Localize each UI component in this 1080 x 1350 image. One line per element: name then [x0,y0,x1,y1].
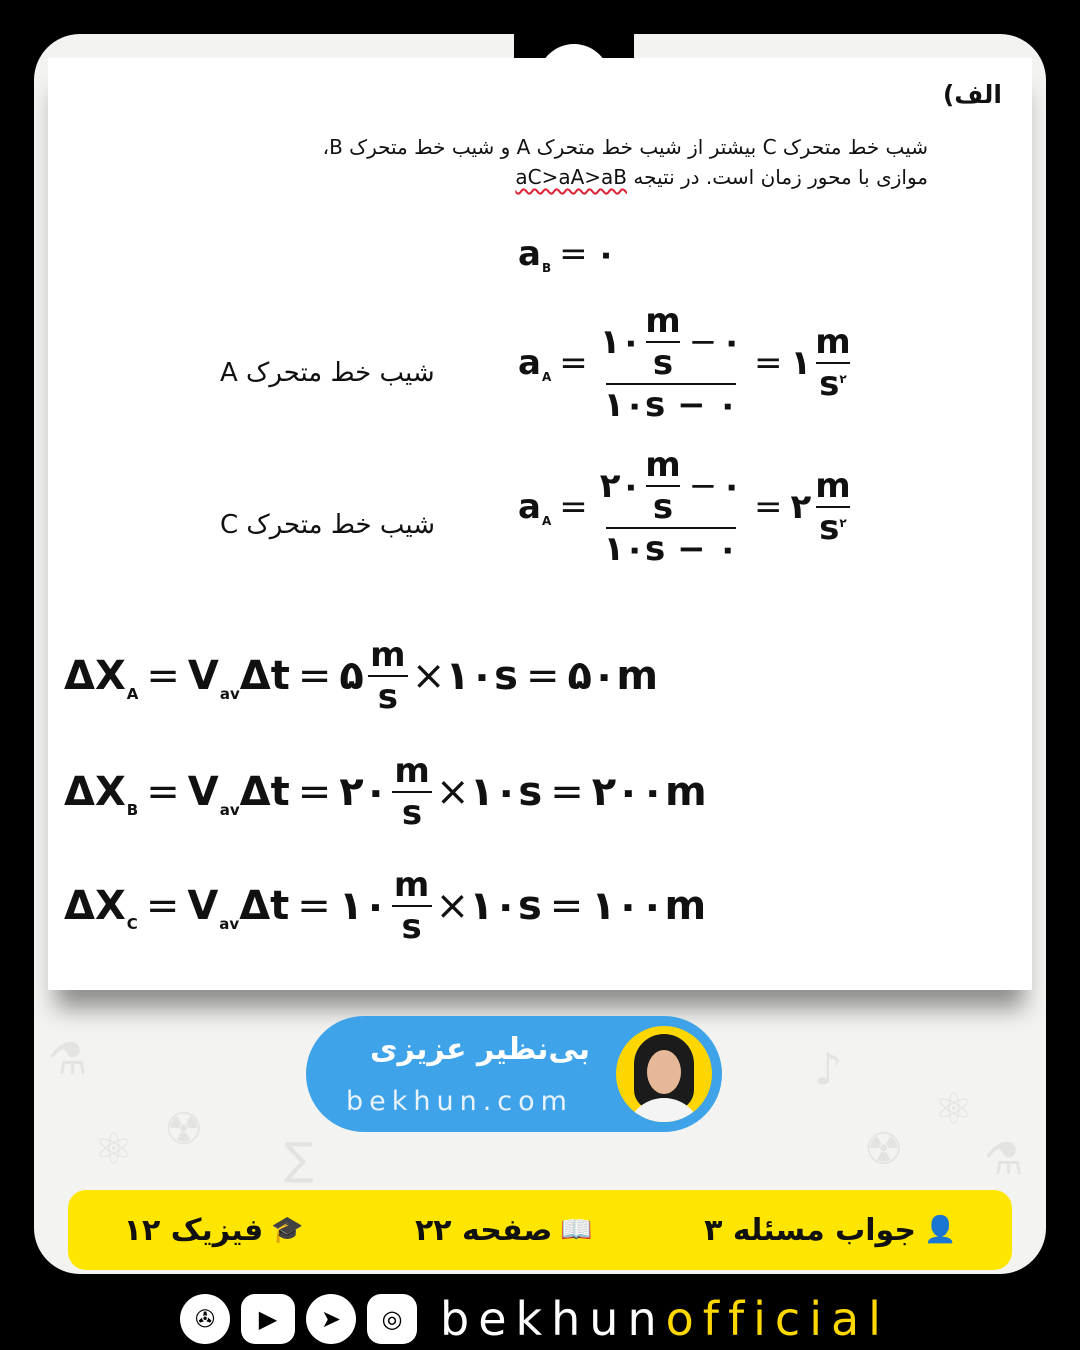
unit-m: m [393,865,430,905]
result-unit-m: m [815,466,851,506]
equals-sign: = [550,769,584,815]
unit-fraction [368,635,408,717]
delta-t: Δt [239,883,290,929]
sub-a: A [541,514,552,528]
numerator-minus-value: ۰ [721,466,742,506]
result-value: ۲۰۰m [591,769,707,815]
result-unit [815,322,851,404]
result-unit [815,466,851,548]
subject-label: فیزیک ۱۲ [123,1212,264,1248]
page-label: صفحه ۲۲ [414,1212,553,1248]
value-zero: ۰ [595,234,617,274]
instagram-icon[interactable]: ◎ [367,1294,417,1344]
time-value: ۱۰s [445,653,518,699]
sub-b: B [126,801,139,819]
sub-av: av [219,801,240,819]
result-unit-m: m [815,322,851,362]
equals-sign: = [753,487,783,527]
explanation-line-2-text: موازی با محور زمان است. در نتیجه [633,165,928,189]
result-value: ۱ [790,343,812,383]
problem-label: جواب مسئله ۳ [704,1212,916,1248]
sub-a: A [541,370,552,384]
unit-fraction [392,751,432,833]
displacement-b [64,751,707,833]
sub-b: B [541,261,552,275]
equals-sign: = [297,653,332,699]
delta-t: Δt [239,653,290,699]
part-title: الف) [942,80,1002,109]
unit-fraction [392,865,432,947]
velocity-value: ۵ [339,653,364,699]
result-unit-s [819,508,847,548]
equals-sign: = [559,487,588,527]
velocity-value: ۱۰ [338,883,388,929]
brand-handle-white: bekhun [440,1292,666,1346]
velocity-value: ۲۰ [339,769,389,815]
unit-s: s [401,793,423,833]
sub-a: A [126,685,139,703]
unit-s: s [401,907,422,947]
author-website[interactable]: bekhun.com [346,1086,573,1117]
unit-fraction [645,301,681,383]
page-info [415,1213,593,1248]
unit-s: s [652,343,674,383]
result-unit-s [819,364,847,404]
var-a: a [518,343,541,383]
numerator-value: ۲۰ [599,466,642,506]
unit-fraction [645,445,681,527]
equation-a-b [518,234,616,274]
sub-av: av [219,915,240,933]
time-value: ۱۰s [469,883,542,929]
result-value: ۱۰۰m [591,883,707,929]
times-sign: × [436,769,470,815]
social-bar [180,1290,890,1348]
equals-sign: = [525,653,560,699]
times-sign: × [411,653,446,699]
inequality-expression: aC>aA>aB [515,165,627,189]
numerator-value: ۱۰ [599,322,642,362]
times-sign: × [435,883,470,929]
result-unit-s-text: s [819,508,840,548]
exponent: ۲ [839,372,847,386]
var-a: a [518,487,541,527]
equation-a-c [518,445,855,569]
explanation-line-2 [228,162,928,192]
avatar [616,1026,712,1122]
problem-info [704,1213,956,1248]
result-unit-s-text: s [819,364,840,404]
sub-av: av [219,685,240,703]
velocity: V [187,883,219,929]
film-reel-icon[interactable]: ✇ [180,1294,230,1344]
equals-sign: = [559,343,588,383]
sub-c: C [126,915,138,933]
displacement-a [64,635,658,717]
time-value: ۱۰s [469,769,543,815]
unit-m: m [645,301,681,341]
equals-sign: = [549,883,584,929]
avatar-face [647,1050,681,1094]
book-icon: 📖 [560,1215,593,1245]
brand-handle-yellow: official [665,1292,890,1346]
equals-sign: = [753,343,783,383]
velocity: V [187,653,219,699]
unit-m: m [370,635,406,675]
exponent: ۲ [839,516,847,530]
label-slope-a: شیب خط متحرک A [220,358,435,388]
delta-x: ΔX [64,769,126,815]
numerator-minus-value: ۰ [721,322,742,362]
graduation-cap-icon: 🎓 [271,1215,304,1245]
equals-sign: = [146,653,180,699]
brand-handle[interactable] [440,1292,890,1346]
teacher-icon: 👤 [923,1215,957,1245]
youtube-icon[interactable]: ▶ [241,1294,295,1344]
equals-sign: = [559,234,588,274]
explanation-line-1: شیب خط متحرک C بیشتر از شیب خط متحرک A و شیب خط متحرک B، [322,135,928,159]
equals-sign: = [297,883,331,929]
delta-x: ΔX [64,653,126,699]
fraction-numerator [599,301,742,383]
author-name: بی‌نظیر عزیزی [369,1032,590,1067]
fraction-numerator [599,445,742,527]
fraction-denominator: ۱۰s − ۰ [603,529,739,569]
unit-s: s [652,487,674,527]
slope-fraction [599,301,742,425]
telegram-icon[interactable]: ➤ [306,1294,356,1344]
minus-sign: − [688,322,718,362]
velocity: V [187,769,219,815]
unit-s: s [377,677,398,717]
var-a: a [518,234,541,274]
equals-sign: = [146,769,180,815]
subject-info [124,1213,304,1248]
displacement-c [64,865,707,947]
result-value: ۲ [790,487,812,527]
slope-fraction [599,445,742,569]
background-doodles: ⚗ ☢ ⚛ ♪ ⚛ ☢ ∑ ⚗ [48,1034,1024,1185]
label-slope-c: شیب خط متحرک C [220,510,436,540]
result-value: ۵۰m [567,653,658,699]
info-bar [68,1190,1012,1270]
unit-m: m [645,445,681,485]
author-badge[interactable] [306,1016,722,1132]
explanation-paragraph [228,132,928,192]
delta-t: Δt [239,769,290,815]
equals-sign: = [145,883,180,929]
minus-sign: − [688,466,718,506]
unit-m: m [394,751,430,791]
delta-x: ΔX [64,883,126,929]
fraction-denominator: ۱۰s − ۰ [603,385,739,425]
solution-sheet [48,58,1032,990]
equals-sign: = [297,769,332,815]
equation-a-a [518,301,855,425]
